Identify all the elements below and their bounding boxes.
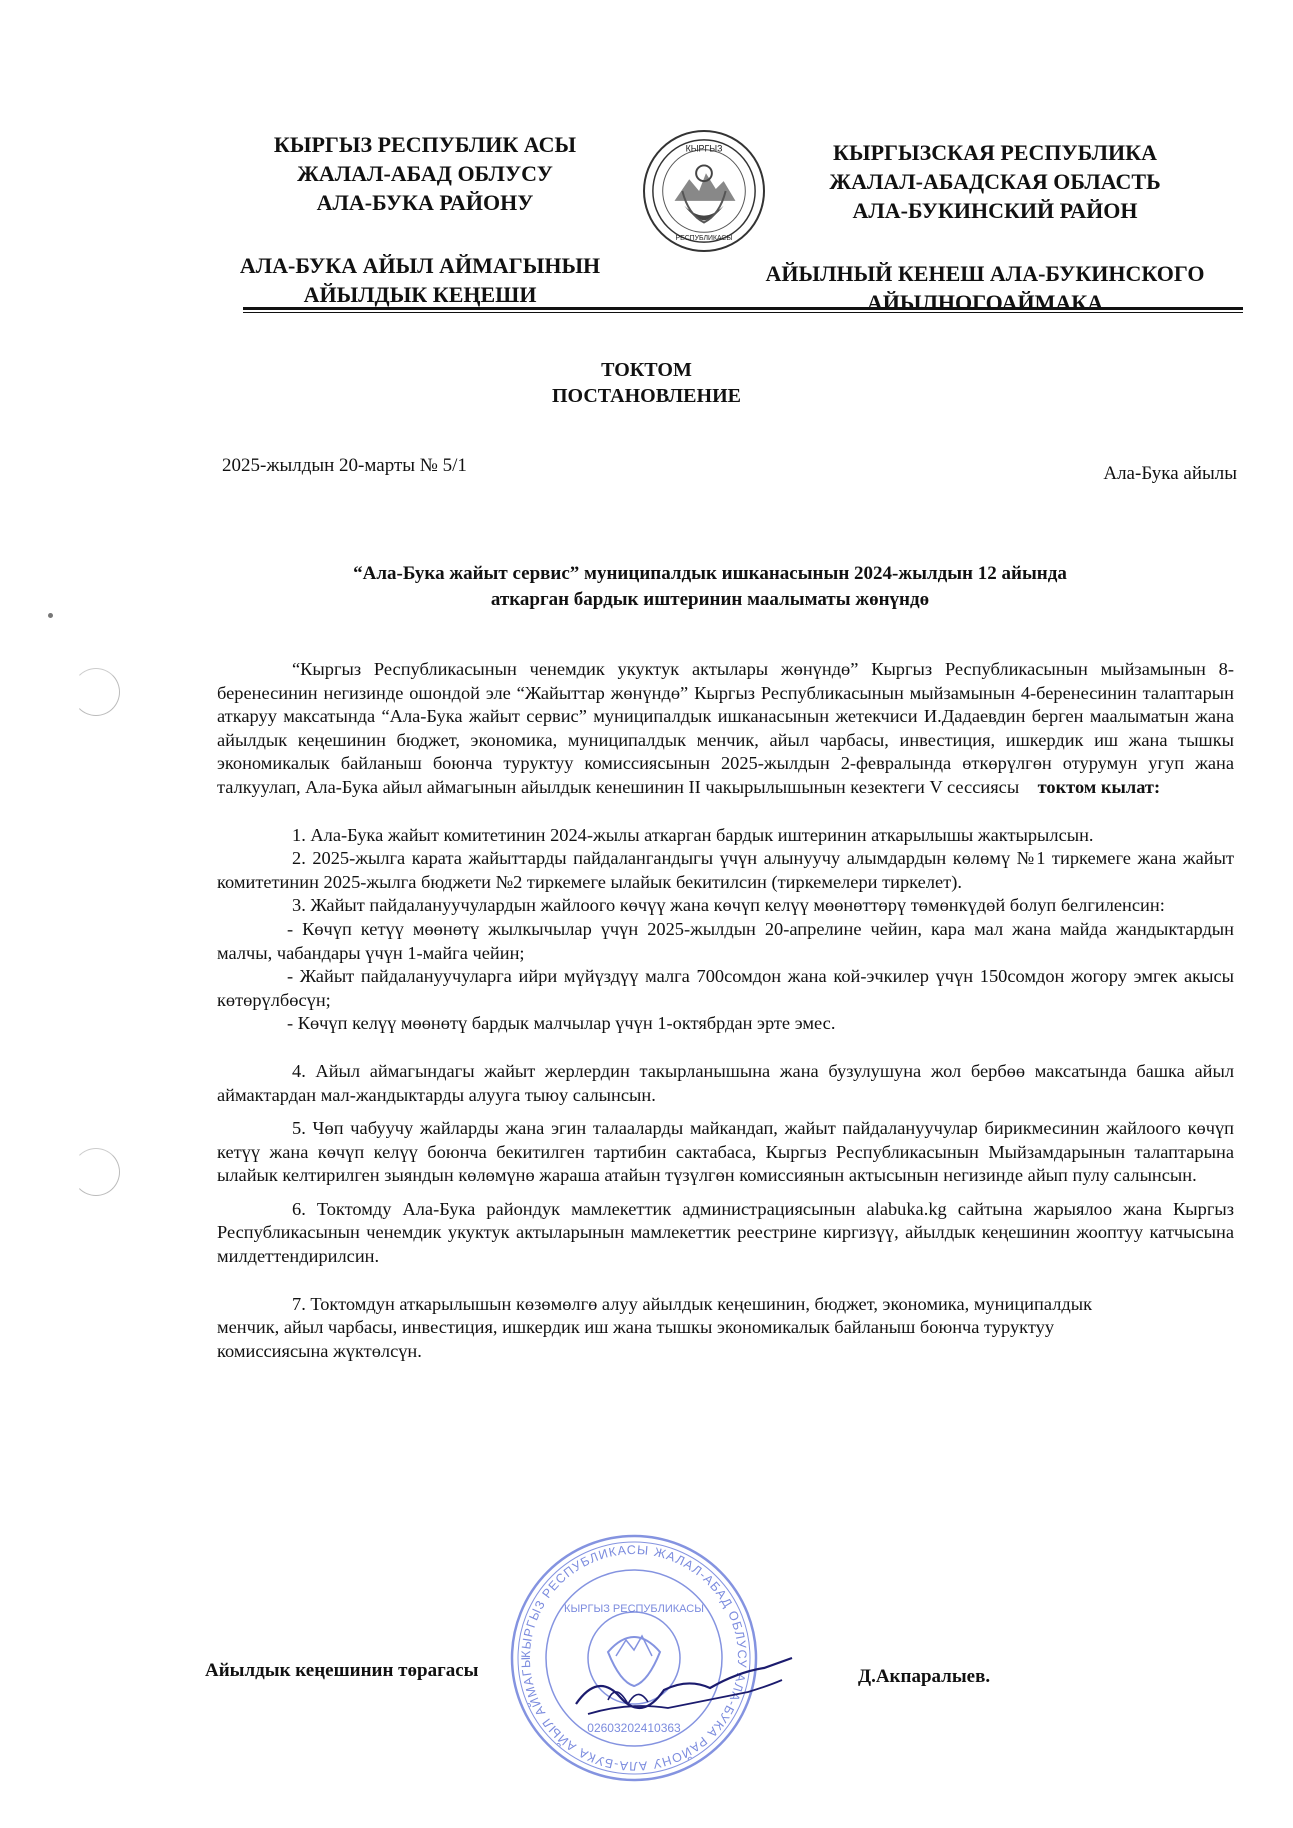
header-right-line-2: ЖАЛАЛ-АБАДСКАЯ ОБЛАСТЬ (829, 169, 1161, 194)
item-3a: - Көчүп кетүү мөөнөтү жылкычылар үчүн 2025-жылдын 20-апрелине чейин, кара мал жана майда жандыктардын малчы, чабандары үчүн 1-майга чейин; (217, 918, 1234, 963)
date-number: 2025-жылдын 20-марты № 5/1 (222, 455, 467, 476)
subject-line-2: аткарган бардык иштеринин маалыматы жөнүндө (490, 589, 930, 610)
place: Ала-Бука айылы (1103, 463, 1237, 484)
item-3c: - Көчүп келүү мөөнөтү бардык малчылар үчүн 1-октябрдан эрте эмес. (287, 1013, 836, 1034)
seal-ring-text: КЫРГЫЗ РЕСПУБЛИКАСЫ ЖАЛАЛ-АБАД ОБЛУСУ АЛА-БУКА РАЙОНУ АЛА-БУКА АЙЫЛ АЙМАГЫ (518, 1542, 750, 1774)
resolves-text: токтом кылат: (1037, 776, 1161, 797)
right-council-line-1: АЙЫЛНЫЙ КЕНЕШ АЛА-БУКИНСКОГО (765, 261, 1205, 286)
header-left-line-2: ЖАЛАЛ-АБАД ОБЛУСУ (297, 161, 553, 186)
item-6: 6. Токтомду Ала-Бука райондук мамлекеттик администрациясынын alabuka.kg сайтына жарыялоо жана Кыргыз Республикасынын ченемдик укуктук актыларынын мамлекеттик реестрине киргизүү, айылдык кеңешинин жооптуу катчысына милдеттендирилсин. (217, 1198, 1234, 1267)
header-left-block (245, 130, 605, 217)
document-body (217, 658, 1234, 1363)
header-right-line-3: АЛА-БУКИНСКИЙ РАЙОН (852, 198, 1138, 223)
doc-type-ru: ПОСТАНОВЛЕНИЕ (552, 385, 741, 407)
header-rule (243, 307, 1243, 310)
emblem-bottom-text: РЕСПУБЛИКАСЫ (675, 235, 733, 243)
signature-position: Айылдык кеңешинин төрагасы (205, 1660, 479, 1681)
item-5: 5. Чөп чабуучу жайларды жана эгин талааларды майкандап, жайыт пайдалануучулар бирикмесинин жайлоого көчүп кетүү жана көчүп келүү боюнча бекитилген тартибин сактабаса, Кыргыз Республикасынын Мыйзамдарынын талаптарына ылайык келтирилген зыяндын көлөмүнө жараша атайын түзүлгөн комиссиянын актысынын негизинде айып пулу салынсын. (217, 1118, 1234, 1186)
left-council-line-2: АЙЫЛДЫК КЕҢЕШИ (303, 282, 537, 307)
state-emblem (643, 130, 765, 252)
signature-name: Д.Акпаралыев. (858, 1666, 991, 1687)
header-right-line-1: КЫРГЫЗСКАЯ РЕСПУБЛИКА (833, 140, 1157, 165)
header-left-line-1: КЫРГЫЗ РЕСПУБЛИК АСЫ (273, 132, 577, 157)
preamble-paragraph (217, 658, 1234, 800)
item-3b: - Жайыт пайдалануучуларга ийри мүйүздүү малга 700сомдон жана кой-эчкилер үчүн 150сомдон жогору эмгек акысы көтөрүлбөсүн; (217, 966, 1234, 1010)
scan-dot (48, 613, 53, 618)
handwritten-signature (568, 1642, 798, 1732)
item-7: 7. Токтомдун аткарылышын көзөмөлгө алуу айылдык кеңешинин, бюджет, экономика, муниципалдык менчик, айыл чарбасы, инвестиция, ишкердик иш жана тышкы экономикалык байланыш боюнча туруктуу комиссиясына жүктөлсүн. (217, 1293, 1093, 1361)
doc-type-title (0, 357, 1293, 409)
item-3: 3. Жайыт пайдалануучулардын жайлоого көчүү жана көчүп келүү мөөнөттөрү төмөнкүдөй болуп белгиленсин: (292, 895, 1165, 916)
header-left-line-3: АЛА-БУКА РАЙОНУ (316, 190, 534, 215)
subject (260, 561, 1160, 613)
doc-type-ky: ТОКТОМ (601, 359, 692, 381)
punch-hole-bottom (72, 1148, 120, 1196)
left-council-line-1: АЛА-БУКА АЙЫЛ АЙМАГЫНЫН (239, 253, 601, 278)
subject-line-1: “Ала-Бука жайыт сервис” муниципалдык ишканасынын 2024-жылдын 12 айында (353, 563, 1067, 584)
header-rule-thin (243, 312, 1243, 313)
seal-center-text: КЫРГЫЗ РЕСПУБЛИКАСЫ (564, 1603, 704, 1615)
right-council-line-2: АЙЫЛНОГОАЙМАКА (866, 290, 1104, 315)
seal-number: 02603202410363 (587, 1721, 681, 1735)
item-2: 2. 2025-жылга карата жайыттарды пайдалангандыгы үчүн алынуучу алымдардын көлөмү №1 тиркемеге жана жайыт комитетинин 2025-жылга бюджети №2 тиркемеге ылайык бекитилсин (тиркемелери тиркелет). (217, 848, 1234, 892)
item-1: 1. Ала-Бука жайыт комитетинин 2024-жылы аткарган бардык иштеринин аткарылышы жактырылсын. (292, 824, 1094, 845)
header-right-block (795, 138, 1195, 225)
preamble-text: “Кыргыз Республикасынын ченемдик укуктук актылары жөнүндө” Кыргыз Республикасынын мыйзамынын 8-беренесинин негизинде ошондой эле “Жайыттар жөнүндө” Кыргыз Республикасынын мыйзамынын 4-беренесинин талаптарын аткаруу максатында “Ала-Бука жайыт сервис” муниципалдык ишканасынын жетекчиси И.Дадаевдин берген маалыматын жана айылдык кеңешинин бюджет, экономика, муниципалдык менчик, айыл чарбасы, инвестиция, ишкердик иш жана тышкы экономикалык байланыш боюнча туруктуу комиссиясынын 2025-жылдын 2-февралында өткөрүлгөн отурумун угуп жана талкуулап, Ала-Бука айыл аймагынын айылдык кенешинин II чакырылышынын кезектеги V сессиясы (217, 659, 1234, 797)
header-left-council (210, 251, 630, 309)
emblem-top-text: КЫРГЫЗ (685, 143, 723, 154)
item-4: 4. Айыл аймагындагы жайыт жерлердин такырланышына жана бузулушуна жол бербөө максатында башка айыл аймактардан мал-жандыктарды алууга тыюу салынсын. (217, 1060, 1234, 1105)
punch-hole-top (72, 668, 120, 716)
